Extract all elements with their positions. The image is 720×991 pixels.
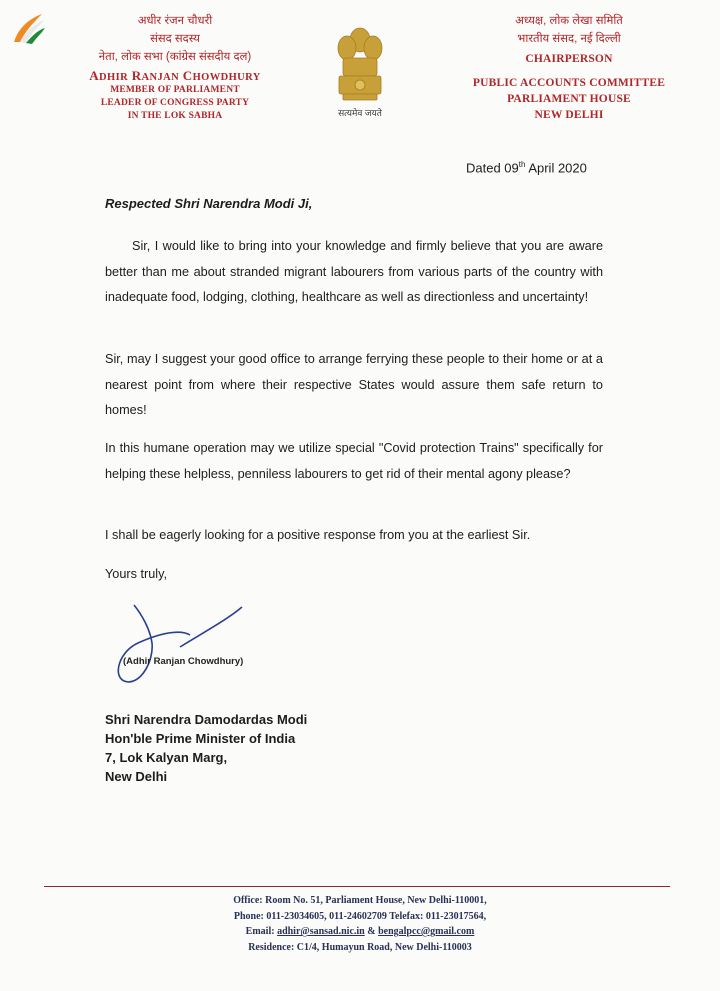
hindi-title: अध्यक्ष, लोक लेखा समिति [515, 15, 623, 27]
sender-role: MEMBER OF PARLIAMENT [110, 85, 240, 95]
email-link-2[interactable]: bengalpcc@gmail.com [378, 926, 475, 937]
recipient-line-1: Shri Narendra Damodardas Modi [105, 712, 308, 727]
recipient-address [105, 710, 307, 786]
recipient-line-2: Hon'ble Prime Minister of India [105, 731, 296, 746]
paragraph-1: Sir, I would like to bring into your knowledge and firmly believe that you are aware better than me about stranded migrant labourers from various parts of the country with inadequate food, lodging, clothing, healthcare as well as directionless and uncertainty! [105, 239, 603, 304]
closing: Yours truly, [105, 567, 168, 581]
footer-phone: Phone: 011-23034605, 011-24602709 Telefax: 011-23017564, [233, 910, 487, 922]
ashoka-emblem-icon [325, 18, 395, 118]
hindi-party: नेता, लोक सभा (कांग्रेस संसदीय दल) [98, 51, 252, 63]
paragraph-4: I shall be eagerly looking for a positive response from you at the earliest Sir. [105, 528, 531, 542]
chairperson-title: CHAIRPERSON [525, 53, 613, 65]
footer-divider [44, 886, 670, 887]
sender-name: ADHIR RANJAN CHOWDHURY [89, 68, 261, 83]
header-left [40, 12, 310, 123]
email-link-1[interactable]: adhir@sansad.nic.in [277, 926, 365, 937]
footer-email: Email: adhir@sansad.nic.in & bengalpcc@gmail.com [245, 926, 475, 937]
signature-caption: (Adhir Ranjan Chowdhury) [123, 656, 244, 667]
hindi-place: भारतीय संसद, नई दिल्ली [517, 33, 621, 45]
hindi-role: संसद सदस्य [150, 33, 200, 45]
paragraph-2: Sir, may I suggest your good office to arrange ferrying these people to their home or at a nearest point from where their respective States would assure them safe return to homes! [105, 352, 603, 417]
building-name: PARLIAMENT HOUSE [507, 93, 631, 105]
footer-office: Office: Room No. 51, Parliament House, New Delhi-110001, [233, 895, 487, 906]
recipient-line-3: 7, Lok Kalyan Marg, [105, 750, 228, 765]
footer [150, 893, 570, 955]
emblem-motto: सत्यमेव जयते [338, 108, 382, 118]
salutation: Respected Shri Narendra Modi Ji, [105, 196, 313, 211]
city-name: NEW DELHI [534, 109, 604, 121]
committee-name: PUBLIC ACCOUNTS COMMITTEE [472, 77, 666, 89]
signature-icon [110, 595, 280, 695]
letter-date: Dated 09th April 2020 [466, 160, 587, 176]
footer-residence: Residence: C1/4, Humayun Road, New Delhi-110003 [248, 941, 472, 953]
header-right [448, 12, 690, 123]
sender-party-line2: IN THE LOK SABHA [127, 111, 223, 121]
sender-party-line1: LEADER OF CONGRESS PARTY [100, 98, 250, 108]
recipient-line-4: New Delhi [105, 769, 168, 784]
paragraph-3: In this humane operation may we utilize special "Covid protection Trains" specifically for helping these helpless, penniless labourers to get rid of their mental agony please? [105, 441, 603, 481]
hindi-name: अधीर रंजन चौधरी [137, 15, 213, 27]
